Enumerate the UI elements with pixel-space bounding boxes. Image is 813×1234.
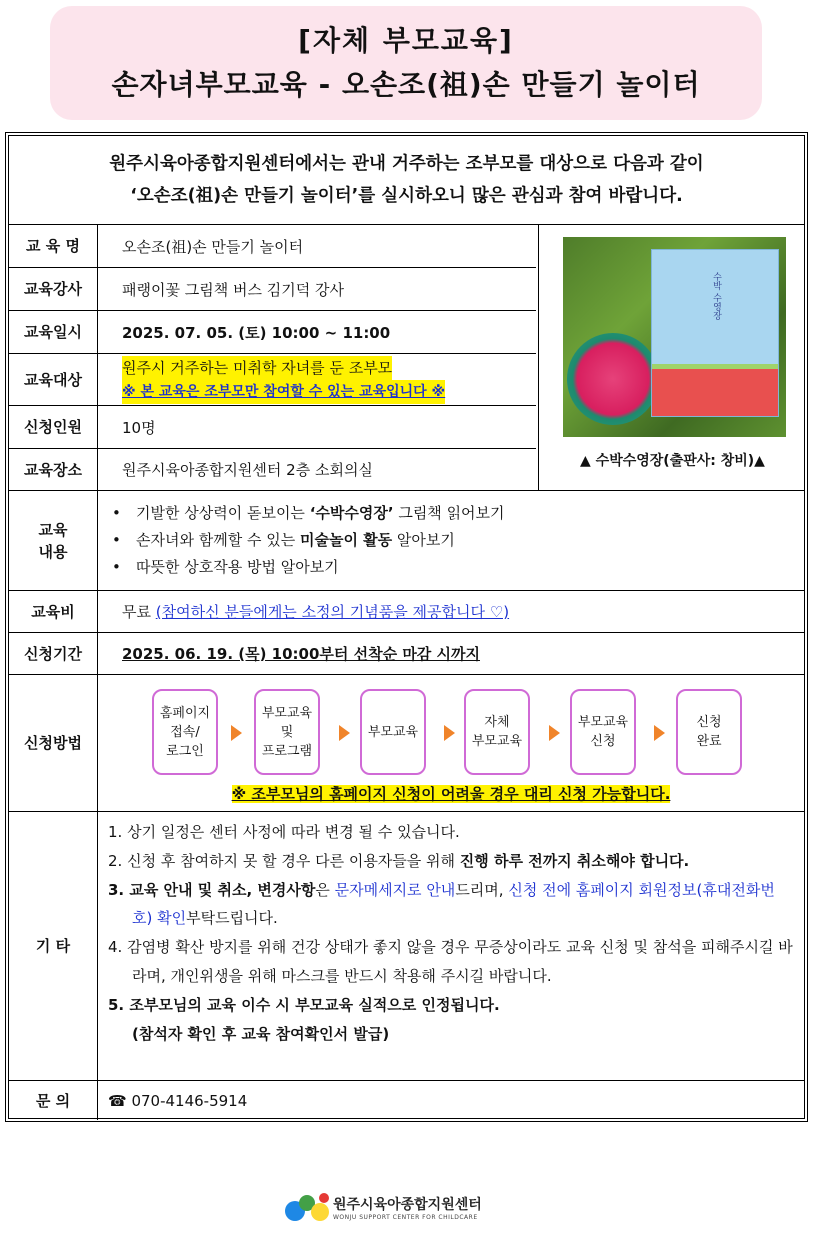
step-apply: 부모교육 신청 (570, 689, 636, 775)
value-etc (98, 812, 804, 1080)
photo-cell (538, 225, 806, 491)
value-period: 2025. 06. 19. (목) 10:00부터 선착순 마감 시까지 (122, 645, 480, 663)
note-item-3: 3. 교육 안내 및 취소, 변경사항은 문자메세지로 안내드리며, 신청 전에 홈페이지 회원정보(휴대전화번호) 확인부탁드립니다. (108, 880, 775, 928)
label-contact: 문 의 (9, 1081, 98, 1120)
title-banner (50, 6, 762, 120)
label-target: 교육대상 (9, 354, 98, 405)
label-capacity: 신청인원 (9, 406, 98, 448)
label-date: 교육일시 (9, 311, 98, 353)
row-fee (9, 591, 804, 633)
logo-icon (285, 1191, 333, 1223)
note-item-2: 2. 신청 후 참여하지 못 할 경우 다른 이용자들을 위해 진행 하루 전까지 취소해야 합니다. (108, 851, 690, 870)
list-item: • 따뜻한 상호작용 방법 알아보기 (112, 554, 505, 581)
info-table (8, 135, 805, 1119)
content-list (112, 500, 505, 581)
phone-icon: ☎ (108, 1091, 127, 1110)
info-table-frame (5, 132, 808, 1122)
label-edu-name: 교 육 명 (9, 225, 98, 267)
row-contact (9, 1081, 804, 1120)
step-complete: 신청 완료 (676, 689, 742, 775)
note-item-4: 4. 감염병 확산 방지를 위해 건강 상태가 좋지 않을 경우 무증상이라도 교육 신청 및 참석을 피해주시길 바라며, 개인위생을 위해 마스크를 반드시 착용해 주시길 바랍니다. (108, 938, 793, 985)
step-homepage-login: 홈페이지 접속/ 로그인 (152, 689, 218, 775)
row-method (9, 675, 804, 812)
center-logo (285, 1190, 482, 1224)
target-note: ※ 본 교육은 조부모만 참여할 수 있는 교육입니다 ※ (122, 380, 445, 404)
intro-line2: ‘오손조(祖)손 만들기 놀이터’를 실시하오니 많은 관심과 참여 바랍니다. (130, 186, 683, 206)
row-target (9, 354, 536, 406)
row-capacity (9, 406, 536, 449)
row-content (9, 491, 804, 591)
arrow-icon (444, 725, 455, 741)
notes-list (98, 812, 804, 1048)
arrow-icon (549, 725, 560, 741)
row-edu-name (9, 225, 536, 268)
proxy-apply-note-wrap (98, 783, 804, 804)
photo-caption: ▲ 수박수영장(출판사: 창비)▲ (580, 453, 765, 469)
value-content (98, 491, 804, 590)
step-parent-program: 부모교육 및 프로그램 (254, 689, 320, 775)
book-cover-image (651, 249, 779, 417)
value-contact-wrap (98, 1081, 804, 1120)
value-capacity: 10명 (122, 418, 156, 437)
center-name-eng: WONJU SUPPORT CENTER FOR CHILDCARE (333, 1213, 478, 1221)
row-etc (9, 812, 804, 1081)
label-place: 교육장소 (9, 449, 98, 490)
value-target-wrap (98, 354, 536, 405)
center-name-kor: 원주시육아종합지원센터 (333, 1196, 482, 1213)
proxy-apply-note: ※ 조부모님의 홈페이지 신청이 어려울 경우 대리 신청 가능합니다. (231, 785, 671, 803)
label-period: 신청기간 (9, 633, 98, 674)
book-title: 수박 수영장 (711, 272, 721, 320)
value-method (98, 675, 804, 811)
apply-steps (98, 689, 804, 775)
value-edu-name: 오손조(祖)손 만들기 놀이터 (122, 237, 304, 256)
note-item-1: 1. 상기 일정은 센터 사정에 따라 변경 될 수 있습니다. (108, 823, 460, 841)
label-method: 신청방법 (9, 675, 98, 811)
label-content (9, 491, 98, 590)
row-instructor (9, 268, 536, 311)
label-fee: 교육비 (9, 591, 98, 632)
book-photo (563, 237, 786, 437)
step-parent-edu: 부모교육 (360, 689, 426, 775)
row-period (9, 633, 804, 675)
fee-note: (참여하신 분들에게는 소정의 기념품을 제공합니다 ♡) (155, 603, 510, 621)
watermelon-craft-image (567, 333, 659, 425)
arrow-icon (231, 725, 242, 741)
label-content-line2: 내용 (38, 542, 68, 561)
value-instructor: 패랭이꽃 그림책 버스 김기덕 강사 (122, 280, 344, 299)
row-date (9, 311, 536, 354)
intro-line1: 원주시육아종합지원센터에서는 관내 거주하는 조부모를 대상으로 다음과 같이 (109, 154, 704, 174)
logo-text (333, 1194, 482, 1221)
title-line2: 손자녀부모교육 - 오손조(祖)손 만들기 놀이터 (111, 68, 701, 101)
value-fee: 무료 (122, 603, 151, 621)
note-item-5: 5. 조부모님의 교육 이수 시 부모교육 실적으로 인정됩니다. (참석자 확인 후 교육 참여확인서 발급) (108, 995, 500, 1043)
label-etc: 기 타 (9, 812, 98, 1080)
label-instructor: 교육강사 (9, 268, 98, 310)
intro-text (9, 136, 804, 225)
value-date: 2025. 07. 05. (토) 10:00 ~ 11:00 (122, 323, 391, 342)
value-place: 원주시육아종합지원센터 2층 소회의실 (122, 461, 373, 479)
value-fee-wrap (98, 591, 804, 632)
list-item: • 손자녀와 함께할 수 있는 미술놀이 활동 알아보기 (112, 527, 505, 554)
value-contact: 070-4146-5914 (131, 1091, 248, 1110)
list-item: • 기발한 상상력이 돋보이는 ‘수박수영장’ 그림책 읽어보기 (112, 500, 505, 527)
step-self-edu: 자체 부모교육 (464, 689, 530, 775)
label-content-line1: 교육 (38, 520, 68, 539)
arrow-icon (654, 725, 665, 741)
arrow-icon (339, 725, 350, 741)
title-line1: [자체 부모교육] (298, 24, 514, 57)
value-period-wrap (98, 633, 804, 674)
value-target: 원주시 거주하는 미취학 자녀를 둔 조부모 (122, 356, 392, 380)
